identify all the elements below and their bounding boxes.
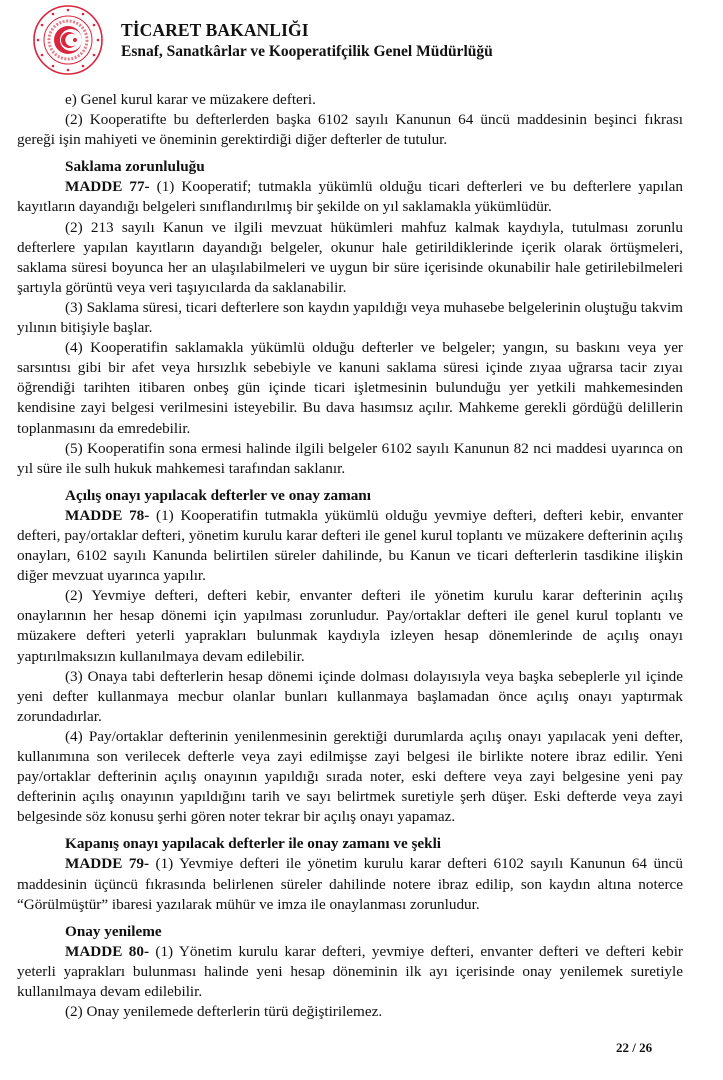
article-77-4: (4) Kooperatifin saklamakla yükümlü olduğu defterler ve belgeler; yangın, su baskını veya yer sarsıntısı gibi bir afet veya hırsızlık sebebiyle ve kanuni saklama süresi içinde zıyaa uğrarsa tacir zıyaı öğrendiği tarihten itibaren onbeş gün içinde ticari işletmesinin bulunduğu yer yetkili mahkemesinden kendisine zayi belgesi verilmesini isteyebilir. Bu dava hasımsız açılır. Mahkeme gerekli gördüğü delillerin toplanmasını da emredebilir.	[17, 339, 683, 437]
section-heading-80: Onay yenileme	[65, 922, 162, 940]
directorate-name: Esnaf, Sanatkârlar ve Kooperatifçilik Genel Müdürlüğü	[121, 43, 493, 60]
article-80-label: MADDE 80-	[65, 942, 149, 960]
article-77-2: (2) 213 sayılı Kanun ve ilgili mevzuat hükümleri mahfuz kalmak kaydıyla, tutulması zorunlu defterlere yapılan kayıtların dayandığı belgeler, okunur hale getirildiklerinde içerik olarak örtüşmeleri, saklama süresi boyunca her an ulaşılabilmeleri ve uygun bir süre içerisinde okunabilir hale getirilebilmeleri şartıyla görüntü veya veri taşıyıcılarda da saklanabilir.	[17, 218, 683, 296]
article-77-5: (5) Kooperatifin sona ermesi halinde ilgili belgeler 6102 sayılı Kanunun 82 nci maddesi uyarınca on yıl süre ile sulh hukuk mahkemesi tarafından saklanır.	[17, 439, 683, 477]
article-80-1-text: (1) Yönetim kurulu karar defteri, yevmiye defteri, envanter defteri ve defteri kebir yeterli yaprakları bulunması halinde yeni hesap döneminin ilk ayı içerisinde onay yenilemek suretiyle kullanılmaya devam edilebilir.	[17, 942, 683, 1001]
article-77-3: (3) Saklama süresi, ticari defterlere son kaydın yapıldığı veya muhasebe belgelerinin oluştuğu takvim yılının bitişiyle başlar.	[17, 298, 683, 337]
article-80-2: (2) Onay yenilemede defterlerin türü değiştirilemez.	[65, 1003, 383, 1021]
article-78-label: MADDE 78-	[65, 506, 150, 524]
ministry-seal-logo	[32, 4, 104, 76]
paragraph-item-e: e) Genel kurul karar ve müzakere defteri.	[65, 91, 316, 108]
article-77-1	[17, 177, 683, 217]
article-78-1	[17, 506, 683, 586]
ministry-name: TİCARET BAKANLIĞI	[121, 20, 309, 40]
article-80-1	[17, 942, 683, 1002]
article-78-3: (3) Onaya tabi defterlerin hesap dönemi içinde dolması dolayısıyla veya başka sebeplerle yıl içinde yeni defter kullanmaya mecbur olanlar bunları kullanmaya başlamadan önce açılış onayı yaptırmak zorundadırlar.	[17, 667, 683, 725]
article-77-1-text: (1) Kooperatif; tutmakla yükümlü olduğu ticari defterleri ve bu defterlere yapılan kayıtların dayandığı belgeleri sınıflandırılmış bir şekilde on yıl saklamakla yükümlüdür.	[17, 178, 683, 216]
section-heading-79: Kapanış onayı yapılacak defterler ile onay zamanı ve şekli	[65, 835, 442, 853]
article-78-1-text: (1) Kooperatifin tutmakla yükümlü olduğu yevmiye defteri, defteri kebir, envanter defteri, pay/ortaklar defteri, yönetim kurulu karar defteri ile genel kurul toplantı ve müzakere defterinin açılış onayları, 6102 sayılı Kanunda belirtilen süreler dahilinde, bu Kanun ve ticari defterlerin tasdikine ilişkin diğer mevzuat uyarınca yapılır.	[17, 506, 683, 585]
document-body	[17, 90, 683, 1022]
article-79-label: MADDE 79-	[65, 855, 150, 873]
paragraph-76-2: (2) Kooperatifte bu defterlerden başka 6102 sayılı Kanunun 64 üncü maddesinin beşinci fıkrası gereği işin mahiyeti ve öneminin gerektirdiği diğer defterler de tutulur.	[17, 111, 683, 149]
section-heading-78: Açılış onayı yapılacak defterler ve onay zamanı	[65, 486, 371, 504]
article-78-4: (4) Pay/ortaklar defterinin yenilenmesinin gerektiği durumlarda açılış onayı yapılacak yeni defter, kullanımına son verilecek defterle veya zayi edilmişse zayi belgesi ile birlikte notere ibraz edilir. Yeni pay/ortaklar defterinin açılış onayının yapıldığı sırada noter, eski deftere veya zayi belgesine yeni pay defterinin açılış onayının yapıldığını tarih ve sayı belirtmek suretiyle şerh düşer. Eski defterde veya zayi belgesinde söz konusu şerhi gören noter tekrar bir açılış onayı yapamaz.	[17, 727, 683, 826]
article-79-1	[17, 854, 683, 914]
document-header	[28, 2, 708, 82]
article-79-1-text: (1) Yevmiye defteri ile yönetim kurulu karar defteri 6102 sayılı Kanunun 64 üncü maddesinin üçüncü fıkrasında belirlenen süreler dahilinde notere ibraz edilip, son kaydın altına noterce “Görülmüştür” ibaresi yazılarak mühür ve imza ile onaylanması zorunludur.	[17, 855, 683, 913]
section-heading-77: Saklama zorunluluğu	[65, 158, 205, 176]
article-78-2: (2) Yevmiye defteri, defteri kebir, envanter defteri ile yönetim kurulu karar defterinin açılış onaylarının her hesap dönemi için yapılması zorunludur. Pay/ortaklar defteri ile genel kurul toplantı ve müzakere defteri yeterli yaprakları bulunmak kaydıyla izleyen hesap dönemlerinde de açılış onayı yaptırılmaksızın kullanılmaya devam edilebilir.	[17, 587, 683, 665]
page-number: 22 / 26	[616, 1040, 653, 1055]
article-77-label: MADDE 77-	[65, 178, 150, 196]
